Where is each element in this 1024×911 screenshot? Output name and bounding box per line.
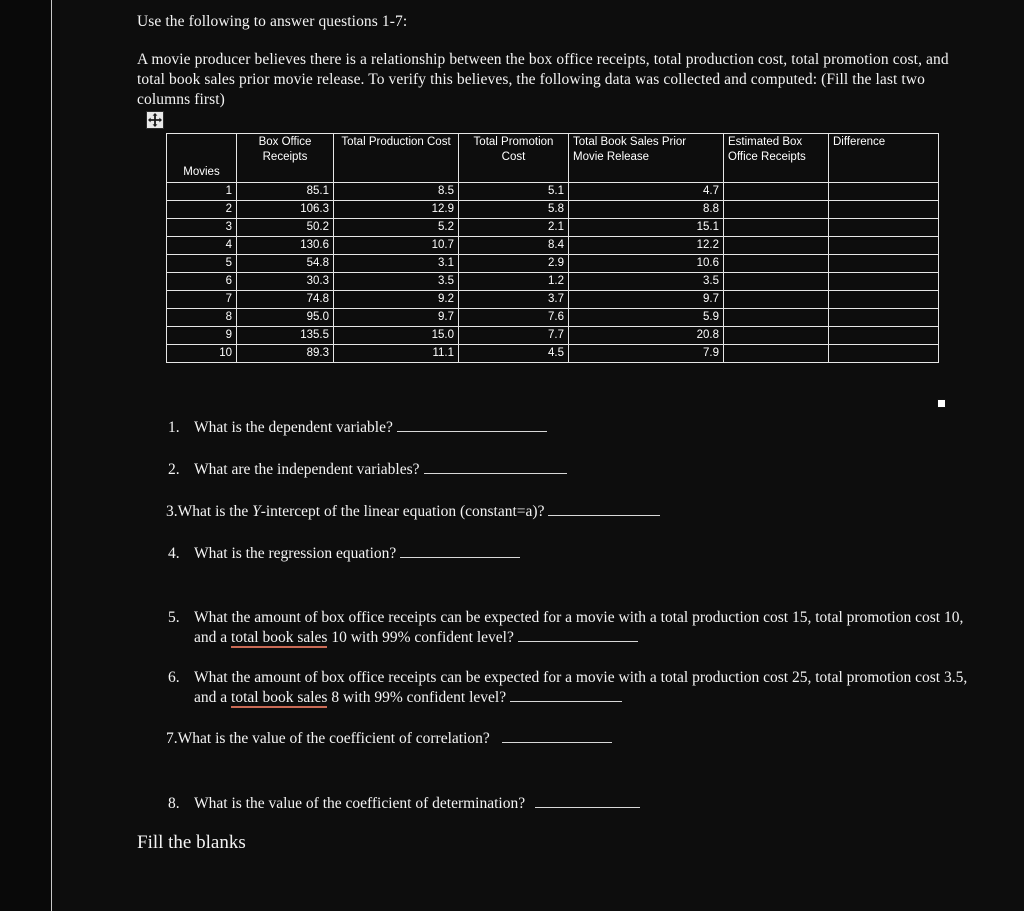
question-2-number: 2.	[168, 461, 180, 478]
table-cell-r6-c6[interactable]	[724, 273, 829, 291]
question-3-answer-blank[interactable]	[548, 502, 660, 516]
question-7-text: What is the value of the coefficient of correlation?	[177, 730, 490, 747]
question-1-number: 1.	[168, 419, 180, 436]
movie-data-table	[166, 133, 939, 363]
question-3-number: 3.	[166, 503, 178, 520]
question-5	[168, 608, 978, 648]
table-cell-r8-c2[interactable]: 95.0	[237, 309, 334, 327]
left-margin-rule	[51, 0, 52, 911]
table-cell-r6-c1[interactable]: 6	[167, 273, 237, 291]
table-cell-r7-c3[interactable]: 9.2	[334, 291, 459, 309]
th-total-book-sales: Total Book Sales Prior Movie Release	[569, 134, 724, 183]
question-2	[168, 460, 868, 480]
table-cell-r8-c1[interactable]: 8	[167, 309, 237, 327]
table-row	[167, 309, 939, 327]
table-cell-r6-c2[interactable]: 30.3	[237, 273, 334, 291]
table-cell-r5-c7[interactable]	[829, 255, 939, 273]
table-cell-r10-c7[interactable]	[829, 345, 939, 363]
question-7	[166, 729, 926, 749]
table-cell-r10-c6[interactable]	[724, 345, 829, 363]
table-cell-r1-c4[interactable]: 5.1	[459, 183, 569, 201]
table-cell-r6-c3[interactable]: 3.5	[334, 273, 459, 291]
table-cell-r9-c5[interactable]: 20.8	[569, 327, 724, 345]
table-cell-r3-c4[interactable]: 2.1	[459, 219, 569, 237]
question-5-line1: What the amount of box office receipts can be expected for a movie with a total production cost 15, total promotion	[194, 609, 912, 626]
table-cell-r4-c2[interactable]: 130.6	[237, 237, 334, 255]
table-cell-r1-c5[interactable]: 4.7	[569, 183, 724, 201]
move-cross-icon	[147, 112, 163, 128]
table-cell-r8-c5[interactable]: 5.9	[569, 309, 724, 327]
question-7-answer-blank[interactable]	[502, 729, 612, 743]
question-2-answer-blank[interactable]	[424, 460, 567, 474]
table-cell-r4-c1[interactable]: 4	[167, 237, 237, 255]
table-cell-r2-c4[interactable]: 5.8	[459, 201, 569, 219]
table-cell-r8-c4[interactable]: 7.6	[459, 309, 569, 327]
table-cell-r8-c6[interactable]	[724, 309, 829, 327]
table-cell-r10-c1[interactable]: 10	[167, 345, 237, 363]
table-cell-r5-c2[interactable]: 54.8	[237, 255, 334, 273]
table-cell-r7-c1[interactable]: 7	[167, 291, 237, 309]
table-cell-r2-c7[interactable]	[829, 201, 939, 219]
table-row	[167, 237, 939, 255]
question-5-line2-after: 10 with 99% confident level?	[327, 629, 514, 646]
question-6-misspelled-term: total book sales	[231, 689, 328, 706]
table-cell-r6-c5[interactable]: 3.5	[569, 273, 724, 291]
table-cell-r3-c1[interactable]: 3	[167, 219, 237, 237]
table-cell-r1-c3[interactable]: 8.5	[334, 183, 459, 201]
table-row	[167, 201, 939, 219]
table-cell-r9-c3[interactable]: 15.0	[334, 327, 459, 345]
table-cell-r4-c4[interactable]: 8.4	[459, 237, 569, 255]
table-move-handle[interactable]	[146, 111, 164, 129]
table-cell-r8-c7[interactable]	[829, 309, 939, 327]
table-cell-r5-c4[interactable]: 2.9	[459, 255, 569, 273]
th-total-production-cost: Total Production Cost	[334, 134, 459, 183]
table-cell-r4-c6[interactable]	[724, 237, 829, 255]
table-cell-r5-c6[interactable]	[724, 255, 829, 273]
question-6-text	[194, 668, 978, 708]
body-paragraph: A movie producer believes there is a relationship between the box office receipts, total production cost, total promotion cost, and total book sales prior movie release. To verify this believes, the following data was collected and computed: (Fill the last two columns first)	[137, 51, 949, 108]
question-5-number: 5.	[168, 609, 180, 626]
table-cell-r3-c7[interactable]	[829, 219, 939, 237]
table-cell-r5-c1[interactable]: 5	[167, 255, 237, 273]
table-cell-r3-c5[interactable]: 15.1	[569, 219, 724, 237]
table-cell-r5-c3[interactable]: 3.1	[334, 255, 459, 273]
question-4-answer-blank[interactable]	[400, 544, 520, 558]
table-row	[167, 273, 939, 291]
question-6-line2-after: 8 with 99% confident level?	[327, 689, 507, 706]
question-3-text-before: What is the	[177, 503, 253, 520]
question-4-number: 4.	[168, 545, 180, 562]
question-6-line2-before: cost 3.5, and a	[194, 669, 968, 706]
question-8	[168, 794, 928, 814]
question-1-answer-blank[interactable]	[397, 418, 547, 432]
table-cell-r1-c1[interactable]: 1	[167, 183, 237, 201]
question-4-text: What is the regression equation?	[194, 545, 397, 562]
table-cell-r2-c1[interactable]: 2	[167, 201, 237, 219]
th-estimated-box-office: Estimated Box Office Receipts	[724, 134, 829, 183]
table-cell-r7-c5[interactable]: 9.7	[569, 291, 724, 309]
table-cell-r9-c1[interactable]: 9	[167, 327, 237, 345]
table-row	[167, 183, 939, 201]
question-3-italic-y: Y	[252, 503, 261, 520]
table-cell-r9-c6[interactable]	[724, 327, 829, 345]
table-cell-r3-c6[interactable]	[724, 219, 829, 237]
table-cell-r10-c5[interactable]: 7.9	[569, 345, 724, 363]
question-7-number: 7.	[166, 730, 178, 747]
question-6-answer-blank[interactable]	[510, 688, 622, 702]
table-cell-r1-c7[interactable]	[829, 183, 939, 201]
th-box-office-receipts: Box Office Receipts	[237, 134, 334, 183]
table-cell-r9-c2[interactable]: 135.5	[237, 327, 334, 345]
question-1-text: What is the dependent variable?	[194, 419, 393, 436]
data-table-wrapper	[166, 133, 938, 363]
question-1	[168, 418, 868, 438]
table-row	[167, 345, 939, 363]
question-5-line2-before: cost 10, and a	[194, 609, 964, 646]
table-cell-r1-c6[interactable]	[724, 183, 829, 201]
table-row	[167, 255, 939, 273]
table-cell-r7-c7[interactable]	[829, 291, 939, 309]
table-cell-r2-c2[interactable]: 106.3	[237, 201, 334, 219]
table-cell-r9-c7[interactable]	[829, 327, 939, 345]
table-cell-r4-c7[interactable]	[829, 237, 939, 255]
th-total-promotion-cost: Total Promotion Cost	[459, 134, 569, 183]
table-cell-r3-c2[interactable]: 50.2	[237, 219, 334, 237]
table-cell-r2-c3[interactable]: 12.9	[334, 201, 459, 219]
table-cell-r6-c7[interactable]	[829, 273, 939, 291]
table-cell-r7-c4[interactable]: 3.7	[459, 291, 569, 309]
table-resize-handle[interactable]	[937, 399, 946, 408]
table-cell-r7-c6[interactable]	[724, 291, 829, 309]
table-cell-r10-c2[interactable]: 89.3	[237, 345, 334, 363]
table-cell-r9-c4[interactable]: 7.7	[459, 327, 569, 345]
table-body	[167, 183, 939, 363]
question-3-text-after: -intercept of the linear equation (constant=a)?	[260, 503, 545, 520]
question-8-text: What is the value of the coefficient of determination?	[194, 795, 526, 812]
table-cell-r6-c4[interactable]: 1.2	[459, 273, 569, 291]
question-2-text: What are the independent variables?	[194, 461, 420, 478]
intro-line: Use the following to answer questions 1-7:	[137, 13, 408, 30]
th-difference: Difference	[829, 134, 939, 183]
fill-the-blanks-heading: Fill the blanks	[137, 832, 246, 853]
table-cell-r2-c5[interactable]: 8.8	[569, 201, 724, 219]
left-gutter	[0, 0, 51, 911]
table-cell-r10-c3[interactable]: 11.1	[334, 345, 459, 363]
question-8-answer-blank[interactable]	[535, 794, 640, 808]
question-6-line1: What the amount of box office receipts can be expected for a movie with a total production cost 25, total promotion	[194, 669, 912, 686]
question-6-number: 6.	[168, 669, 180, 686]
table-cell-r8-c3[interactable]: 9.7	[334, 309, 459, 327]
question-5-misspelled-term: total book sales	[231, 629, 328, 646]
question-5-text	[194, 608, 978, 648]
question-8-number: 8.	[168, 795, 180, 812]
table-cell-r1-c2[interactable]: 85.1	[237, 183, 334, 201]
table-row	[167, 291, 939, 309]
question-3	[166, 502, 926, 522]
table-cell-r2-c6[interactable]	[724, 201, 829, 219]
question-4	[168, 544, 868, 564]
table-cell-r10-c4[interactable]: 4.5	[459, 345, 569, 363]
th-movies: Movies	[167, 134, 237, 183]
table-cell-r7-c2[interactable]: 74.8	[237, 291, 334, 309]
table-row	[167, 327, 939, 345]
table-row	[167, 219, 939, 237]
table-header-row	[167, 134, 939, 183]
table-cell-r5-c5[interactable]: 10.6	[569, 255, 724, 273]
question-6	[168, 668, 978, 708]
table-cell-r3-c3[interactable]: 5.2	[334, 219, 459, 237]
table-cell-r4-c3[interactable]: 10.7	[334, 237, 459, 255]
question-5-answer-blank[interactable]	[518, 628, 638, 642]
table-cell-r4-c5[interactable]: 12.2	[569, 237, 724, 255]
